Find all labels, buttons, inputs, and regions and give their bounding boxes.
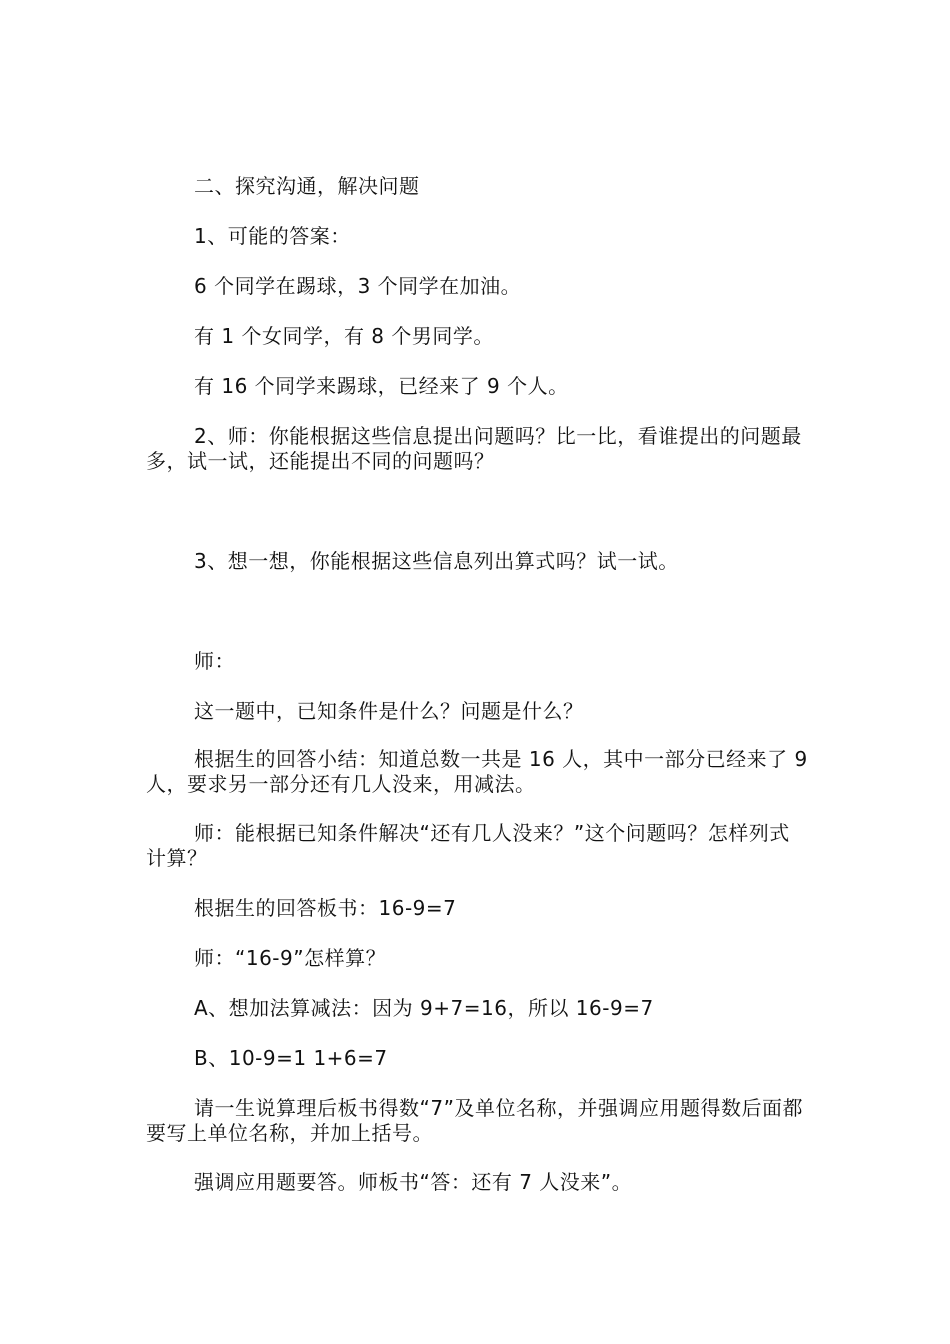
answer-line-3: 有 16 个同学来踢球，已经来了 9 个人。: [194, 374, 569, 398]
question-prompt: 2、师：你能根据这些信息提出问题吗？比一比，看谁提出的问题最多，试一试，还能提出不同的问题吗？: [146, 424, 802, 473]
equation-prompt: 3、想一想，你能根据这些信息列出算式吗？试一试。: [194, 549, 679, 573]
solve-question: 师：能根据已知条件解决“还有几人没来？”这个问题吗？怎样列式计算？: [146, 821, 790, 870]
answer-instruction: 强调应用题要答。师板书“答：还有 7 人没来”。: [194, 1170, 633, 1194]
answer-line-1: 6 个同学在踢球，3 个同学在加油。: [194, 274, 522, 298]
board-equation: 根据生的回答板书：16-9=7: [194, 896, 457, 920]
answer-heading: 1、可能的答案：: [194, 224, 351, 248]
method-a: A、想加法算减法：因为 9+7=16，所以 16-9=7: [194, 996, 654, 1020]
section-heading: 二、探究沟通，解决问题: [194, 174, 420, 198]
unit-instruction: 请一生说算理后板书得数“7”及单位名称，并强调应用题得数后面都要写上单位名称，并加上括号。: [146, 1096, 803, 1145]
condition-question: 这一题中，已知条件是什么？问题是什么？: [194, 699, 584, 723]
answer-line-2: 有 1 个女同学，有 8 个男同学。: [194, 324, 494, 348]
teacher-label: 师：: [194, 649, 235, 673]
method-b: B、10-9=1 1+6=7: [194, 1046, 388, 1070]
summary-paragraph: 根据生的回答小结：知道总数一共是 16 人，其中一部分已经来了 9 人，要求另一部分还有几人没来，用减法。: [146, 747, 808, 796]
calculation-question: 师：“16-9”怎样算？: [194, 946, 387, 970]
